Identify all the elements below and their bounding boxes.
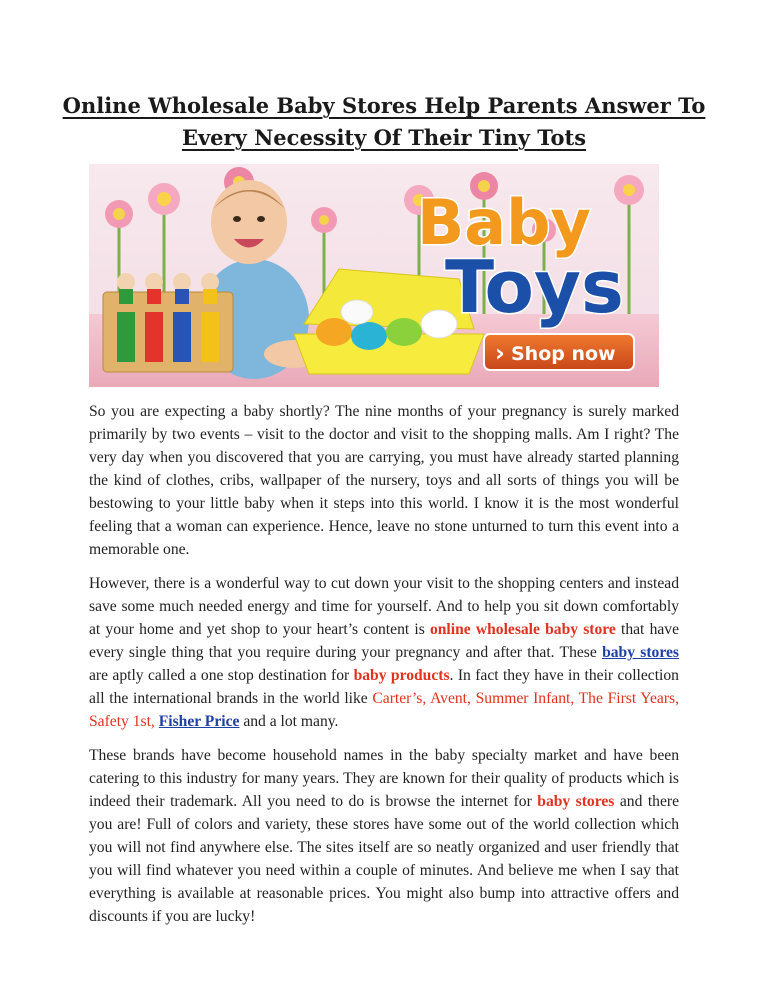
link-fisher-price[interactable]: Fisher Price — [158, 713, 240, 730]
chevron-right-icon: › — [495, 339, 505, 367]
document-title — [60, 90, 708, 154]
title-line-2: Every Necessity Of Their Tiny Tots — [181, 125, 587, 150]
paragraph-2 — [89, 572, 679, 733]
paragraph-2-text: and a lot many. — [239, 713, 339, 730]
paragraph-3 — [89, 744, 679, 928]
title-line-1: Online Wholesale Baby Stores Help Parents Answer To — [62, 93, 706, 118]
paragraph-3-text: and there you are! Full of colors and variety, these stores have some out of the world collection which you will not find anywhere else. The sites itself are so neatly organized and user friendly that you will find whatever you need within a couple of minutes. And believe me when I say that everything is available at reasonable prices. You might also bump into attractive offers and discounts if you are lucky! — [89, 793, 679, 925]
paragraph-2-text: that have every single thing that you require during your pregnancy and after that. These — [89, 621, 679, 661]
article-body — [89, 400, 679, 939]
link-baby-stores-2[interactable]: baby stores — [537, 793, 615, 810]
paragraph-3-text: These brands have become household names in the baby specialty market and have been catering to this industry for many years. They are known for their quality of products which is indeed their trademark. All you need to do is browse the internet for — [89, 747, 679, 810]
paragraph-2-text: . In fact they have in their collection all the international brands in the world like — [89, 667, 679, 707]
shop-now-label: Shop now — [511, 343, 616, 365]
baby-toys-banner[interactable] — [89, 164, 659, 387]
shop-now-button[interactable] — [484, 334, 634, 370]
paragraph-2-text: are aptly called a one stop destination for — [89, 667, 354, 684]
paragraph-1: So you are expecting a baby shortly? The nine months of your pregnancy is surely marked primarily by two events – visit to the doctor and visit to the shopping malls. Am I right? The very day when you discovered that you are carrying, you must have already started planning the kind of clothes, cribs, wallpaper of the nursery, toys and all sorts of things you will be bestowing to your little baby when it steps into this world. I know it is the most wonderful feeling that a woman can experience. Hence, leave no stone unturned to turn this event into a memorable one. — [89, 403, 679, 558]
brand-list: Carter’s, Avent, Summer Infant, The First Years, Safety 1st, — [89, 690, 679, 730]
link-baby-stores[interactable]: baby stores — [602, 644, 679, 661]
link-baby-products[interactable]: baby products — [353, 667, 450, 684]
banner-illustration — [89, 164, 659, 387]
logo-word-baby: Baby — [417, 186, 591, 259]
paragraph-2-text: However, there is a wonderful way to cut down your visit to the shopping centers and instead save some much needed energy and time for yourself. And to help you sit down comfortably at your home and yet shop to your heart’s content is — [89, 575, 679, 638]
logo-word-toys: Toys — [445, 245, 624, 329]
link-online-wholesale-baby-store[interactable]: online wholesale baby store — [429, 621, 616, 638]
